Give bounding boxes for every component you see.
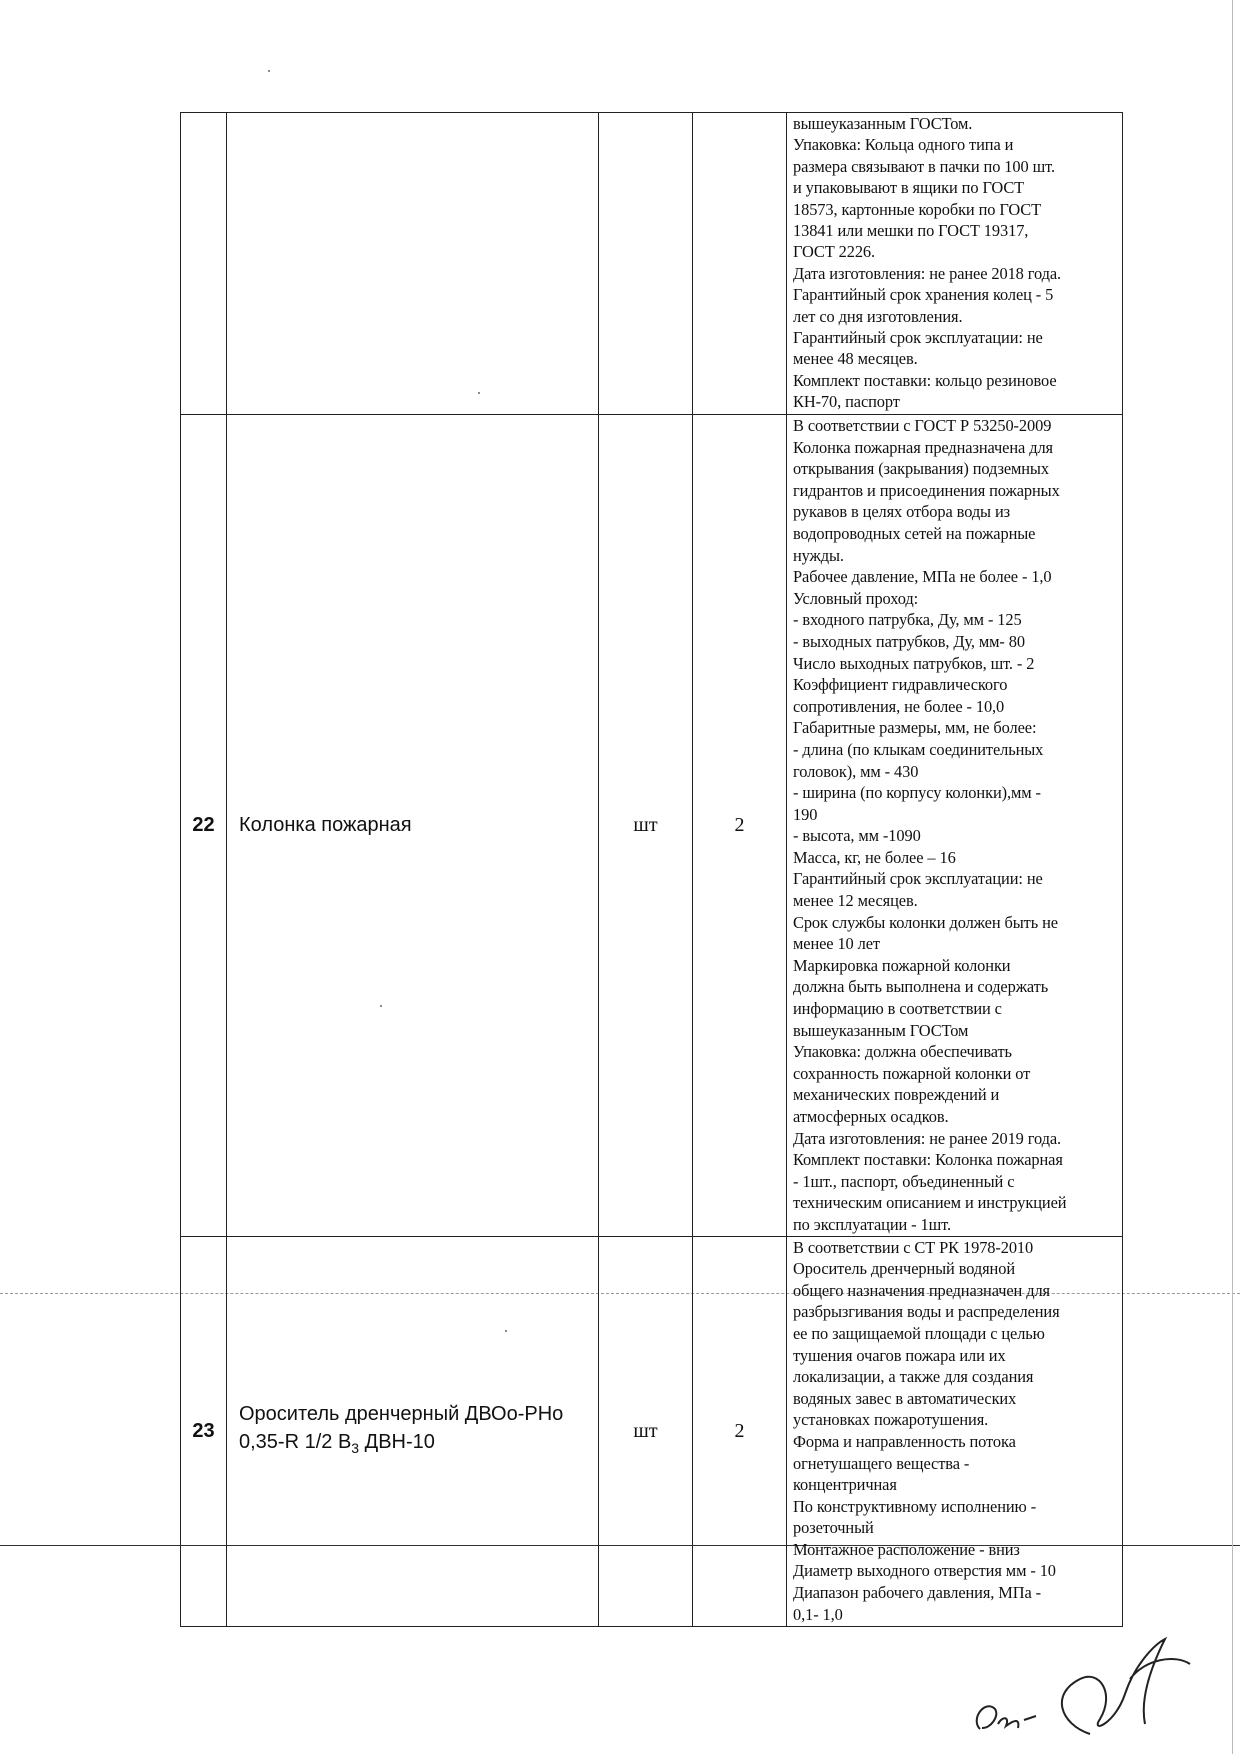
quantity-cell: 2 <box>693 415 787 1237</box>
spec-line: 0,1- 1,0 <box>793 1604 843 1624</box>
spec-line: Форма и направленность потока <box>793 1431 1016 1451</box>
spec-line: - 1шт., паспорт, объединенный с <box>793 1171 1015 1191</box>
spec-line: 13841 или мешки по ГОСТ 19317, <box>793 221 1029 241</box>
spec-line: Упаковка: Кольца одного типа и <box>793 135 1014 155</box>
specification-cell <box>787 113 1123 415</box>
table-row <box>181 113 1123 415</box>
spec-line: Рабочее давление, МПа не более - 1,0 <box>793 567 1052 587</box>
specification-table <box>180 112 1123 1627</box>
spec-line: Монтажное расположение - вниз <box>793 1539 1020 1559</box>
spec-line: ее по защищаемой площади с целью <box>793 1323 1045 1343</box>
item-name-line: ДВН-10 <box>359 1431 435 1454</box>
spec-line: размера связывают в пачки по 100 шт. <box>793 156 1055 176</box>
spec-line: Ороситель дренчерный водяной <box>793 1259 1015 1279</box>
spec-line: локализации, а также для создания <box>793 1367 1034 1387</box>
spec-line: Срок службы колонки должен быть не <box>793 912 1058 932</box>
spec-line: водяных завес в автоматических <box>793 1388 1017 1408</box>
spec-line: вышеуказанным ГОСТом <box>793 1020 969 1040</box>
unit-cell: шт <box>599 1236 693 1626</box>
spec-line: - высота, мм -1090 <box>793 826 921 846</box>
item-name-cell <box>227 113 599 415</box>
spec-line: менее 10 лет <box>793 934 880 954</box>
spec-line: ГОСТ 2226. <box>793 242 876 262</box>
spec-line: разбрызгивания воды и распределения <box>793 1302 1060 1322</box>
spec-line: В соответствии с СТ РК 1978-2010 <box>793 1237 1034 1257</box>
scan-speck <box>268 70 270 72</box>
spec-text <box>787 415 1122 1236</box>
row-number-cell: 23 <box>181 1236 227 1626</box>
spec-line: Маркировка пожарной колонки <box>793 955 1011 975</box>
spec-line: Колонка пожарная предназначена для <box>793 437 1053 457</box>
spec-line: менее 48 месяцев. <box>793 349 918 369</box>
item-name-subscript: 3 <box>351 1440 360 1457</box>
spec-line: информацию в соответствии с <box>793 999 1002 1019</box>
item-name-line: 0,35-R 1/2 В <box>239 1431 352 1454</box>
table-row <box>181 1236 1123 1626</box>
unit-cell <box>599 113 693 415</box>
spec-line: Гарантийный срок эксплуатации: не <box>793 328 1043 348</box>
spec-line: по эксплуатации - 1шт. <box>793 1214 951 1234</box>
spec-line: - входного патрубка, Ду, мм - 125 <box>793 610 1022 630</box>
spec-line: - выходных патрубков, Ду, мм- 80 <box>793 631 1025 651</box>
spec-line: вышеуказанным ГОСТом. <box>793 114 973 133</box>
spec-line: лет со дня изготовления. <box>793 306 963 326</box>
quantity-cell: 2 <box>693 1236 787 1626</box>
row-number-cell: 22 <box>181 415 227 1237</box>
spec-line: тушения очагов пожара или их <box>793 1345 1006 1365</box>
spec-text <box>787 1237 1122 1626</box>
item-name-line: Ороситель дренчерный ДВОо-РНо <box>239 1403 564 1426</box>
spec-line: КН-70, паспорт <box>793 392 900 412</box>
spec-line: нужды. <box>793 545 844 565</box>
spec-line: Комплект поставки: Колонка пожарная <box>793 1150 1063 1170</box>
spec-line: установках пожаротушения. <box>793 1410 989 1430</box>
spec-line: Коэффициент гидравлического <box>793 675 1008 695</box>
spec-line: сопротивления, не более - 10,0 <box>793 696 1005 716</box>
item-name-cell: Колонка пожарная <box>227 415 599 1237</box>
spec-line: По конструктивному исполнению - <box>793 1496 1037 1516</box>
unit-cell: шт <box>599 415 693 1237</box>
spec-line: 190 <box>793 804 818 824</box>
spec-line: Диапазон рабочего давления, МПа - <box>793 1583 1042 1603</box>
spec-line: концентричная <box>793 1475 897 1495</box>
spec-line: и упаковывают в ящики по ГОСТ <box>793 178 1025 198</box>
spec-line: Условный проход: <box>793 588 919 608</box>
spec-line: 18573, картонные коробки по ГОСТ <box>793 199 1042 219</box>
spec-line: Дата изготовления: не ранее 2019 года. <box>793 1128 1062 1148</box>
spec-line: - ширина (по корпусу колонки),мм - <box>793 783 1041 803</box>
spec-text <box>787 113 1122 413</box>
spec-line: общего назначения предназначен для <box>793 1280 1050 1300</box>
specification-cell <box>787 1236 1123 1626</box>
spec-line: менее 12 месяцев. <box>793 891 918 911</box>
spec-line: головок), мм - 430 <box>793 761 919 781</box>
spec-line: рукавов в целях отбора воды из <box>793 502 1011 522</box>
spec-line: - длина (по клыкам соединительных <box>793 739 1044 759</box>
quantity-cell <box>693 113 787 415</box>
row-number-cell <box>181 113 227 415</box>
spec-line: атмосферных осадков. <box>793 1107 949 1126</box>
spec-line: техническим описанием и инструкцией <box>793 1193 1067 1213</box>
spec-line: розеточный <box>793 1518 874 1538</box>
spec-line: В соответствии с ГОСТ Р 53250-2009 <box>793 416 1052 435</box>
spec-line: Габаритные размеры, мм, не более: <box>793 718 1037 738</box>
spec-line: открывания (закрывания) подземных <box>793 459 1049 479</box>
spec-line: Комплект поставки: кольцо резиновое <box>793 370 1057 390</box>
spec-line: Дата изготовления: не ранее 2018 года. <box>793 263 1062 283</box>
item-name-cell <box>227 1236 599 1626</box>
table-row <box>181 415 1123 1237</box>
spec-line: Упаковка: должна обеспечивать <box>793 1042 1012 1062</box>
spec-line: огнетушащего вещества - <box>793 1453 970 1473</box>
spec-line: сохранность пожарной колонки от <box>793 1063 1031 1083</box>
spec-line: механических повреждений и <box>793 1085 1000 1105</box>
handwritten-signature <box>940 1624 1200 1744</box>
specification-cell <box>787 415 1123 1237</box>
spec-line: гидрантов и присоединения пожарных <box>793 480 1060 500</box>
spec-line: водопроводных сетей на пожарные <box>793 523 1036 543</box>
spec-line: Диаметр выходного отверстия мм - 10 <box>793 1561 1056 1581</box>
spec-line: Масса, кг, не более – 16 <box>793 847 956 867</box>
spec-line: Гарантийный срок эксплуатации: не <box>793 869 1043 889</box>
spec-line: Гарантийный срок хранения колец - 5 <box>793 285 1054 305</box>
scan-edge <box>1232 0 1233 1754</box>
spec-line: должна быть выполнена и содержать <box>793 977 1049 997</box>
spec-line: Число выходных патрубков, шт. - 2 <box>793 653 1035 673</box>
